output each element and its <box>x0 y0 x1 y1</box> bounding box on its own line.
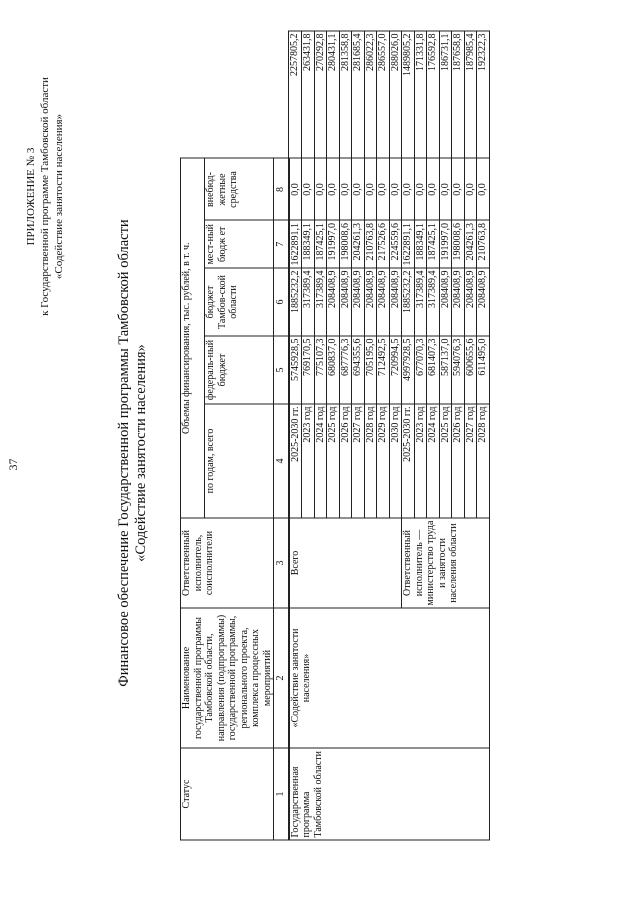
appendix-line-3: «Содействие занятости населения» <box>53 113 65 279</box>
federal-cell: 208408,9 <box>464 268 477 336</box>
federal-cell: 208408,9 <box>352 268 365 336</box>
regional-cell: 198008,6 <box>452 220 465 268</box>
federal-cell: 1885232,2 <box>402 268 415 336</box>
column-number: 5 <box>274 336 289 404</box>
year-cell: 2028 год <box>477 404 490 518</box>
local-cell: 0,0 <box>314 158 327 220</box>
year-cell: 2030 год <box>389 404 402 518</box>
federal-cell: 208408,9 <box>439 268 452 336</box>
extra-cell: 186731,1 <box>439 31 452 159</box>
local-cell: 0,0 <box>427 158 440 220</box>
document-title <box>116 0 150 905</box>
local-cell: 0,0 <box>477 158 490 220</box>
regional-cell: 188349,1 <box>414 220 427 268</box>
regional-cell: 187425,1 <box>427 220 440 268</box>
total-cell: 594076,3 <box>452 336 465 404</box>
extra-cell: 187658,8 <box>452 31 465 159</box>
column-number: 7 <box>274 220 289 268</box>
federal-cell: 208408,9 <box>477 268 490 336</box>
federal-cell: 208408,9 <box>364 268 377 336</box>
column-number: 2 <box>274 608 289 748</box>
extra-cell: 281685,4 <box>352 31 365 159</box>
local-cell: 0,0 <box>289 158 302 220</box>
extra-cell: 171331,8 <box>414 31 427 159</box>
federal-cell: 317389,4 <box>314 268 327 336</box>
total-cell: 611495,0 <box>477 336 490 404</box>
local-cell: 0,0 <box>339 158 352 220</box>
year-cell: 2025 год <box>327 404 340 518</box>
header-extra: внебюд-жетные средства <box>205 158 274 220</box>
federal-cell: 208408,9 <box>377 268 390 336</box>
column-number: 4 <box>274 404 289 518</box>
extra-cell: 263431,8 <box>302 31 315 159</box>
column-number: 1 <box>274 748 289 840</box>
regional-cell: 210763,8 <box>477 220 490 268</box>
header-name: Наименование государственной программы Тамбовской области, направления (подпрограммы) государственной программы, регионального проекта, комплекса процессных мероприятий <box>181 608 274 748</box>
total-cell: 5745928,5 <box>289 336 302 404</box>
table-body <box>289 31 490 840</box>
table-row <box>289 31 302 840</box>
appendix-line-2: к Государственной программе Тамбовской области <box>39 76 51 316</box>
federal-cell: 317389,4 <box>427 268 440 336</box>
total-cell: 677070,3 <box>414 336 427 404</box>
regional-cell: 204261,3 <box>352 220 365 268</box>
year-cell: 2029 год <box>377 404 390 518</box>
page-number: 37 <box>6 458 20 470</box>
year-cell: 2027 год <box>464 404 477 518</box>
regional-cell: 224559,6 <box>389 220 402 268</box>
extra-cell: 286022,3 <box>364 31 377 159</box>
local-cell: 0,0 <box>402 158 415 220</box>
federal-cell: 1885232,2 <box>289 268 302 336</box>
regional-cell: 1622891,1 <box>289 220 302 268</box>
regional-cell: 191997,0 <box>327 220 340 268</box>
local-cell: 0,0 <box>377 158 390 220</box>
federal-cell: 317389,4 <box>302 268 315 336</box>
total-cell: 587137,0 <box>439 336 452 404</box>
extra-cell: 192322,3 <box>477 31 490 159</box>
header-regional: бюджет Тамбов-ской области <box>205 268 274 336</box>
federal-cell: 208408,9 <box>389 268 402 336</box>
program-name-cell: «Содействие занятости населения» <box>289 608 490 748</box>
status-cell: Государственная программа Тамбовской области <box>289 748 490 840</box>
local-cell: 0,0 <box>439 158 452 220</box>
column-number: 3 <box>274 518 289 608</box>
year-cell: 2026 год <box>452 404 465 518</box>
column-number: 8 <box>274 158 289 220</box>
total-cell: 712492,5 <box>377 336 390 404</box>
local-cell: 0,0 <box>302 158 315 220</box>
local-cell: 0,0 <box>327 158 340 220</box>
year-cell: 2027 год <box>352 404 365 518</box>
executor-cell: Ответственный исполнитель — министерство труда и занятости населения области <box>402 518 490 608</box>
year-cell: 2026 год <box>339 404 352 518</box>
appendix-header <box>24 6 66 386</box>
year-cell: 2025-2030 гг. <box>402 404 415 518</box>
extra-cell: 281358,8 <box>339 31 352 159</box>
extra-cell: 1489805,2 <box>402 31 415 159</box>
header-federal: федераль-ный бюджет <box>205 336 274 404</box>
title-line-2: «Содействие занятости населения» <box>133 343 149 562</box>
year-cell: 2024 год <box>314 404 327 518</box>
header-volumes: Объемы финансирования, тыс. рублей, в т. ч. <box>181 158 205 518</box>
total-cell: 681407,3 <box>427 336 440 404</box>
total-cell: 705195,0 <box>364 336 377 404</box>
title-line-1: Финансовое обеспечение Государственной программы Тамбовской области <box>116 218 132 687</box>
total-cell: 694355,6 <box>352 336 365 404</box>
extra-cell: 280431,1 <box>327 31 340 159</box>
total-cell: 775107,3 <box>314 336 327 404</box>
total-cell: 687776,3 <box>339 336 352 404</box>
regional-cell: 187425,1 <box>314 220 327 268</box>
year-cell: 2028 год <box>364 404 377 518</box>
federal-cell: 208408,9 <box>452 268 465 336</box>
extra-cell: 286557,0 <box>377 31 390 159</box>
header-status: Статус <box>181 748 274 840</box>
local-cell: 0,0 <box>389 158 402 220</box>
year-cell: 2023 год <box>302 404 315 518</box>
local-cell: 0,0 <box>464 158 477 220</box>
total-cell: 4997928,5 <box>402 336 415 404</box>
local-cell: 0,0 <box>352 158 365 220</box>
regional-cell: 1622891,1 <box>402 220 415 268</box>
extra-cell: 288026,0 <box>389 31 402 159</box>
regional-cell: 188349,1 <box>302 220 315 268</box>
local-cell: 0,0 <box>452 158 465 220</box>
regional-cell: 204261,3 <box>464 220 477 268</box>
financing-table <box>180 30 490 840</box>
total-cell: 680837,0 <box>327 336 340 404</box>
year-cell: 2023 год <box>414 404 427 518</box>
executor-cell: Всего <box>289 518 402 608</box>
extra-cell: 270292,8 <box>314 31 327 159</box>
column-numbers-row <box>274 31 289 840</box>
header-local: мест-ный бюдж ет <box>205 220 274 268</box>
total-cell: 600655,6 <box>464 336 477 404</box>
extra-cell: 176592,8 <box>427 31 440 159</box>
year-cell: 2025-2030 гг. <box>289 404 302 518</box>
total-cell: 769170,5 <box>302 336 315 404</box>
regional-cell: 217526,6 <box>377 220 390 268</box>
header-executor: Ответственный исполнитель, соисполнители <box>181 518 274 608</box>
year-cell: 2025 год <box>439 404 452 518</box>
federal-cell: 208408,9 <box>327 268 340 336</box>
federal-cell: 317389,4 <box>414 268 427 336</box>
year-cell: 2024 год <box>427 404 440 518</box>
regional-cell: 191997,0 <box>439 220 452 268</box>
local-cell: 0,0 <box>364 158 377 220</box>
column-number: 6 <box>274 268 289 336</box>
federal-cell: 208408,9 <box>339 268 352 336</box>
local-cell: 0,0 <box>414 158 427 220</box>
header-total: по годам, всего <box>205 404 274 518</box>
total-cell: 720994,5 <box>389 336 402 404</box>
extra-cell: 187985,4 <box>464 31 477 159</box>
regional-cell: 210763,8 <box>364 220 377 268</box>
extra-cell: 2257805,2 <box>289 31 302 159</box>
regional-cell: 198008,6 <box>339 220 352 268</box>
appendix-line-1: ПРИЛОЖЕНИЕ № 3 <box>25 147 37 245</box>
